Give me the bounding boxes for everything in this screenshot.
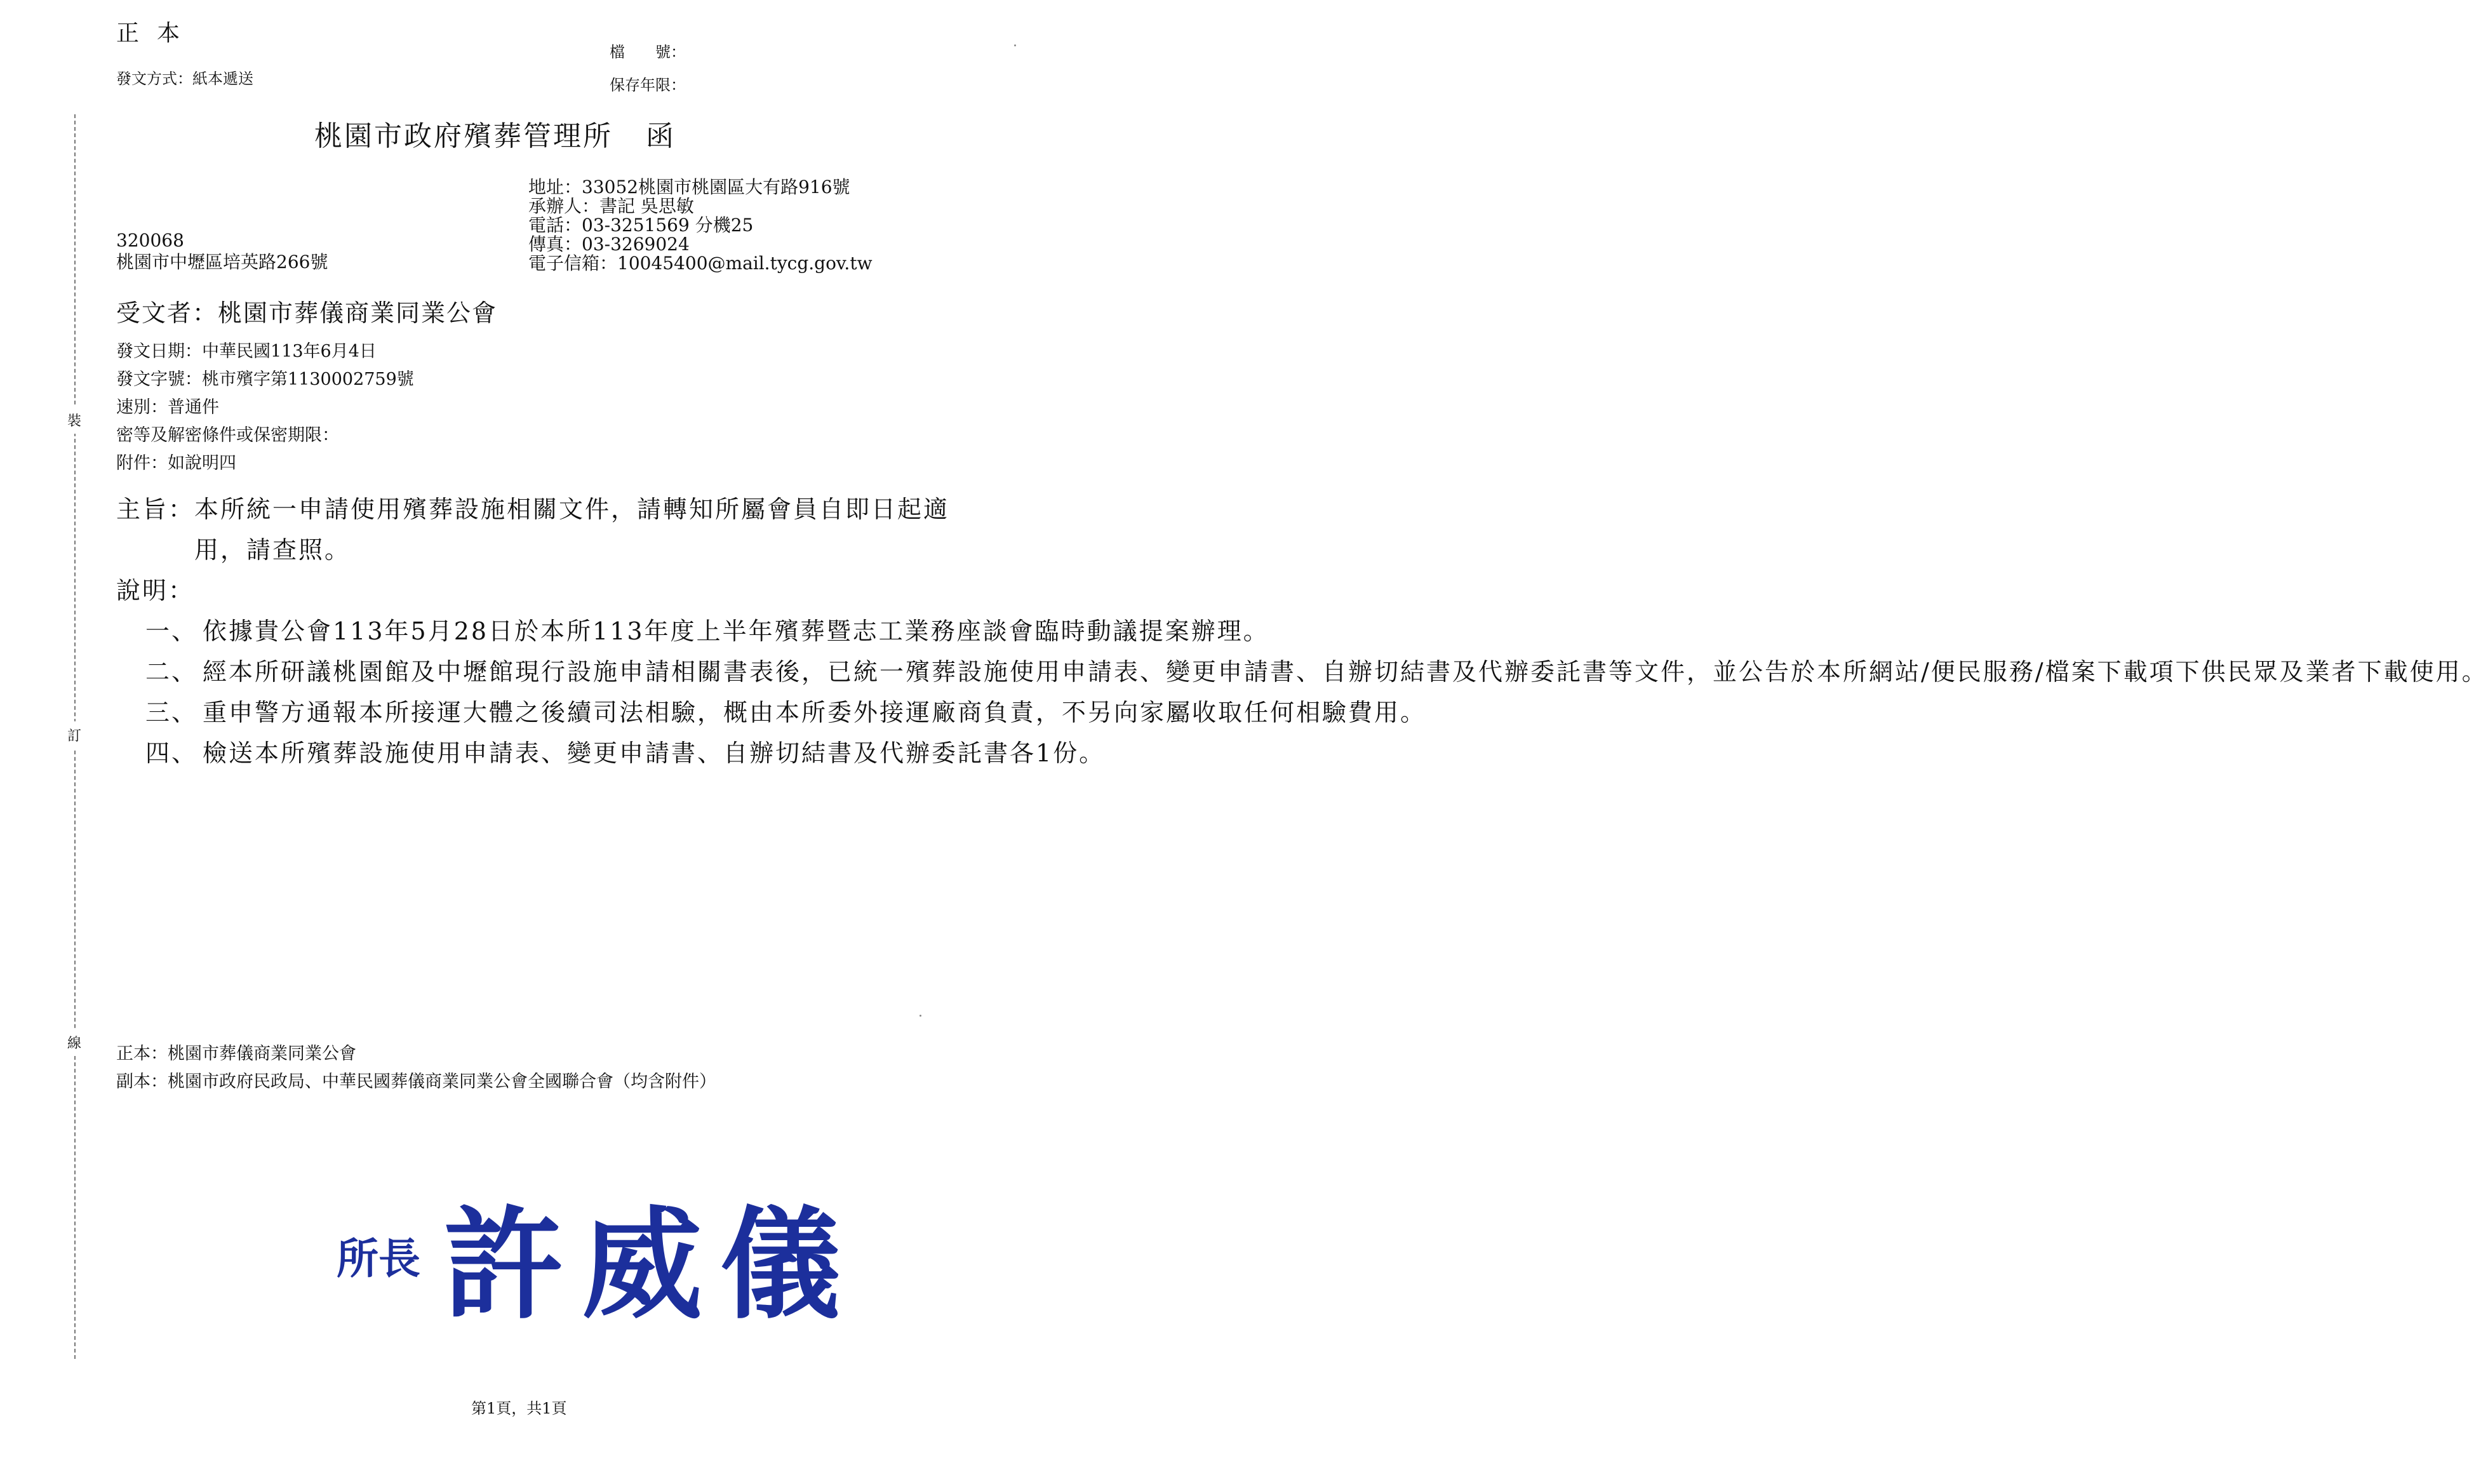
item-number: 一、: [145, 617, 198, 645]
contact-address: 地址：33052桃園市桃園區大有路916號: [528, 177, 850, 197]
explanation-item: [145, 611, 1269, 652]
dispatch-method: 發文方式：紙本遞送: [116, 70, 253, 88]
signer-name: 許威儀: [443, 1195, 859, 1335]
document-title: [314, 113, 676, 154]
explanation-item: [145, 692, 1427, 733]
explanation-item: [145, 652, 2488, 692]
contact-phone: 電話：03-3251569 分機25: [528, 215, 754, 236]
recipient-street: 桃園市中壢區培英路266號: [116, 251, 328, 272]
subject: [116, 489, 954, 570]
signature-stamp: [337, 1168, 859, 1342]
recipient: 受文者：桃園市葬儀商業同業公會: [116, 299, 498, 327]
attachment-note: 附件：如說明四: [116, 453, 236, 473]
item-text: 重申警方通報本所接運大體之後續司法相驗，概由本所委外接運廠商負責，不另向家屬收取任何相驗費用。: [203, 699, 1427, 726]
reference-number: 發文字號：桃市殯字第1130002759號: [116, 370, 414, 389]
issue-date: 發文日期：中華民國113年6月4日: [116, 342, 377, 361]
postal-code: 320068: [116, 230, 184, 251]
contact-fax: 傳真：03-3269024: [528, 234, 690, 255]
copy-type: 正本: [116, 20, 198, 46]
document-body: [116, 489, 2488, 773]
item-number: 四、: [145, 739, 198, 767]
item-number: 三、: [145, 699, 198, 726]
document-meta: [116, 338, 414, 478]
item-number: 二、: [145, 658, 198, 686]
recipient-address: [116, 230, 328, 273]
original-recipient: 正本：桃園市葬儀商業同業公會: [116, 1044, 356, 1064]
binding-mark-zhuang: 裝: [67, 406, 81, 434]
binding-mark-xian: 線: [67, 1029, 81, 1056]
item-text: 經本所研議桃園館及中壢館現行設施申請相關書表後，已統一殯葬設施使用申請表、變更申請書、自辦切結書及代辦委託書等文件，並公告於本所網站/便民服務/檔案下載項下供民眾及業者下載使用。: [203, 658, 2488, 686]
distribution-list: [116, 1040, 716, 1096]
document-kind: 函: [646, 120, 676, 152]
speed-class: 速別：普通件: [116, 398, 219, 417]
retention-label: 保存年限：: [610, 76, 686, 94]
secrecy-level: 密等及解密條件或保密期限：: [116, 425, 339, 445]
agency-name: 桃園市政府殯葬管理所: [314, 120, 613, 152]
scan-speck: [920, 1015, 921, 1017]
subject-text: 本所統一申請使用殯葬設施相關文件，請轉知所屬會員自即日起適用，請查照。: [194, 495, 950, 564]
binding-mark-ding: 訂: [67, 721, 81, 749]
item-text: 依據貴公會113年5月28日於本所113年度上半年殯葬暨志工業務座談會臨時動議提案辦理。: [203, 617, 1269, 645]
contact-email: 電子信箱：10045400@mail.tycg.gov.tw: [528, 253, 873, 274]
copy-recipients: 副本：桃園市政府民政局、中華民國葬儀商業同業公會全國聯合會（均含附件）: [116, 1072, 716, 1092]
scan-speck: [1014, 44, 1016, 46]
explanation-item: [145, 733, 1106, 773]
explanation-label: 說明：: [116, 577, 195, 605]
page-number: 第1頁，共1頁: [471, 1400, 567, 1417]
item-text: 檢送本所殯葬設施使用申請表、變更申請書、自辦切結書及代辦委託書各1份。: [203, 739, 1106, 767]
file-number-label: 檔 號：: [610, 43, 686, 61]
contact-handler: 承辦人：書記 吳思敏: [528, 196, 694, 217]
contact-block: [528, 178, 873, 273]
subject-label: 主旨：: [116, 495, 195, 523]
signer-title: 所長: [337, 1234, 420, 1283]
